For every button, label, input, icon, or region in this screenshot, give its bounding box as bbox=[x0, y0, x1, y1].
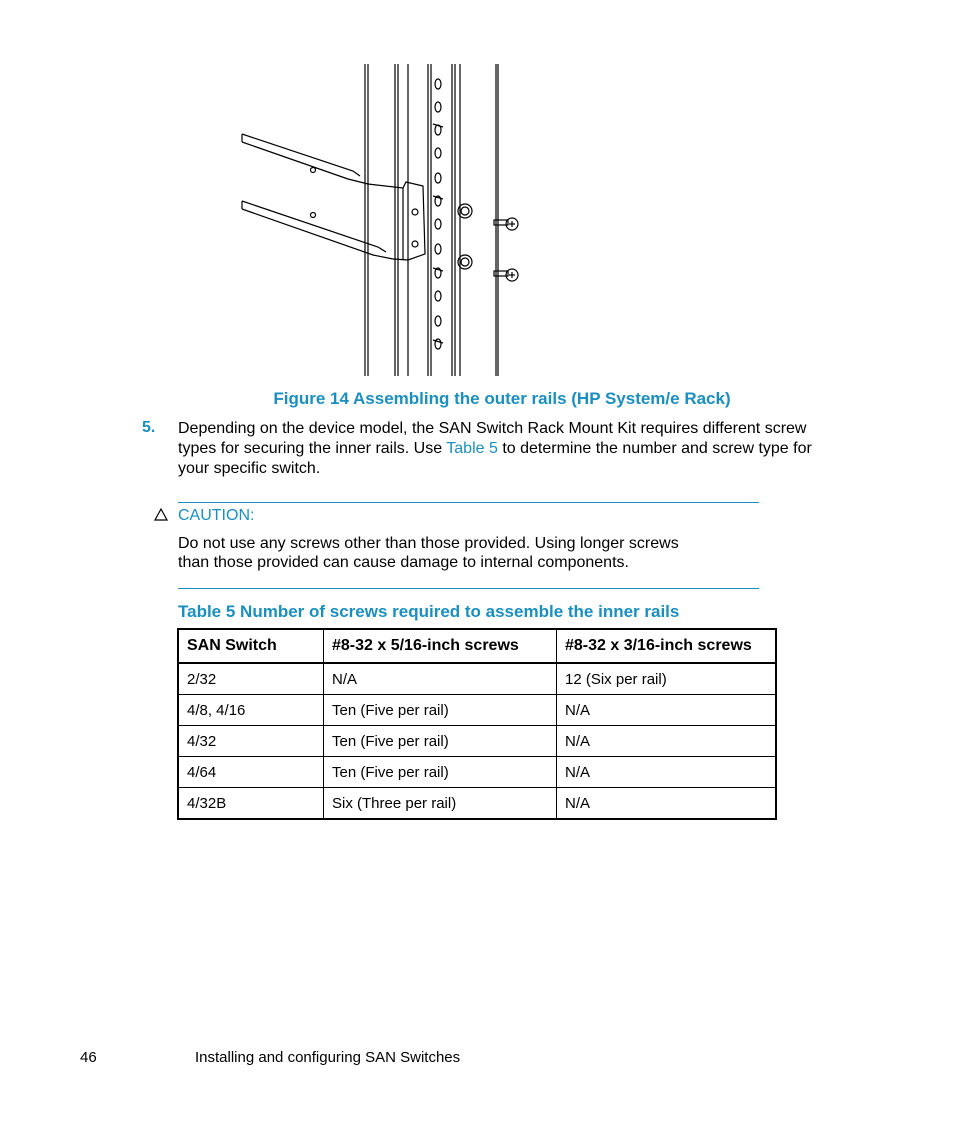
rail-assembly-illustration bbox=[238, 64, 528, 376]
caution-label: CAUTION: bbox=[178, 507, 255, 524]
rail-assembly-figure bbox=[238, 64, 528, 376]
step-text-before: Depending on the device model, the SAN Switch Rack Mount Kit requires different screw types for securing the inner rails. Use bbox=[178, 420, 807, 457]
table-cell: N/A bbox=[324, 663, 557, 695]
table-title: Table 5 Number of screws required to assemble the inner rails bbox=[178, 602, 680, 621]
table-cell: Ten (Five per rail) bbox=[324, 757, 557, 788]
header-5-16-screws: #8-32 x 5/16-inch screws bbox=[324, 629, 557, 663]
table-cell: N/A bbox=[557, 695, 777, 726]
page-number: 46 bbox=[80, 1049, 97, 1066]
table-row bbox=[178, 663, 776, 695]
step-text bbox=[178, 419, 818, 479]
table-cell: N/A bbox=[557, 726, 777, 757]
caution-text bbox=[178, 534, 738, 572]
table-cell: 4/32 bbox=[178, 726, 324, 757]
table-cell: Ten (Five per rail) bbox=[324, 726, 557, 757]
table-cell: 4/8, 4/16 bbox=[178, 695, 324, 726]
table-cell: 4/64 bbox=[178, 757, 324, 788]
step-text-after: to determine the number and screw type for your specific switch. bbox=[178, 440, 812, 477]
footer-section-title: Installing and configuring SAN Switches bbox=[195, 1049, 461, 1066]
table-row bbox=[178, 757, 776, 788]
table-cell: 2/32 bbox=[178, 663, 324, 695]
table-row bbox=[178, 788, 776, 820]
table-cell: N/A bbox=[557, 757, 777, 788]
table-cell: Ten (Five per rail) bbox=[324, 695, 557, 726]
caution-line-1: Do not use any screws other than those provided. Using longer screws bbox=[178, 535, 679, 552]
table-cell: N/A bbox=[557, 788, 777, 820]
figure-caption: Figure 14 Assembling the outer rails (HP System/e Rack) bbox=[273, 389, 731, 408]
header-san-switch: SAN Switch bbox=[178, 629, 324, 663]
screws-table bbox=[177, 628, 777, 820]
table-row bbox=[178, 726, 776, 757]
table-cell: Six (Three per rail) bbox=[324, 788, 557, 820]
table-header-row bbox=[178, 629, 776, 663]
caution-bottom-rule bbox=[178, 588, 759, 589]
step-number: 5. bbox=[142, 419, 156, 436]
table-5-link[interactable]: Table 5 bbox=[446, 440, 498, 457]
table-cell: 12 (Six per rail) bbox=[557, 663, 777, 695]
caution-top-rule bbox=[178, 502, 759, 503]
caution-line-2: than those provided can cause damage to internal components. bbox=[178, 554, 629, 571]
table-row bbox=[178, 695, 776, 726]
table-cell: 4/32B bbox=[178, 788, 324, 820]
caution-triangle-icon bbox=[154, 508, 168, 526]
header-3-16-screws: #8-32 x 3/16-inch screws bbox=[557, 629, 777, 663]
